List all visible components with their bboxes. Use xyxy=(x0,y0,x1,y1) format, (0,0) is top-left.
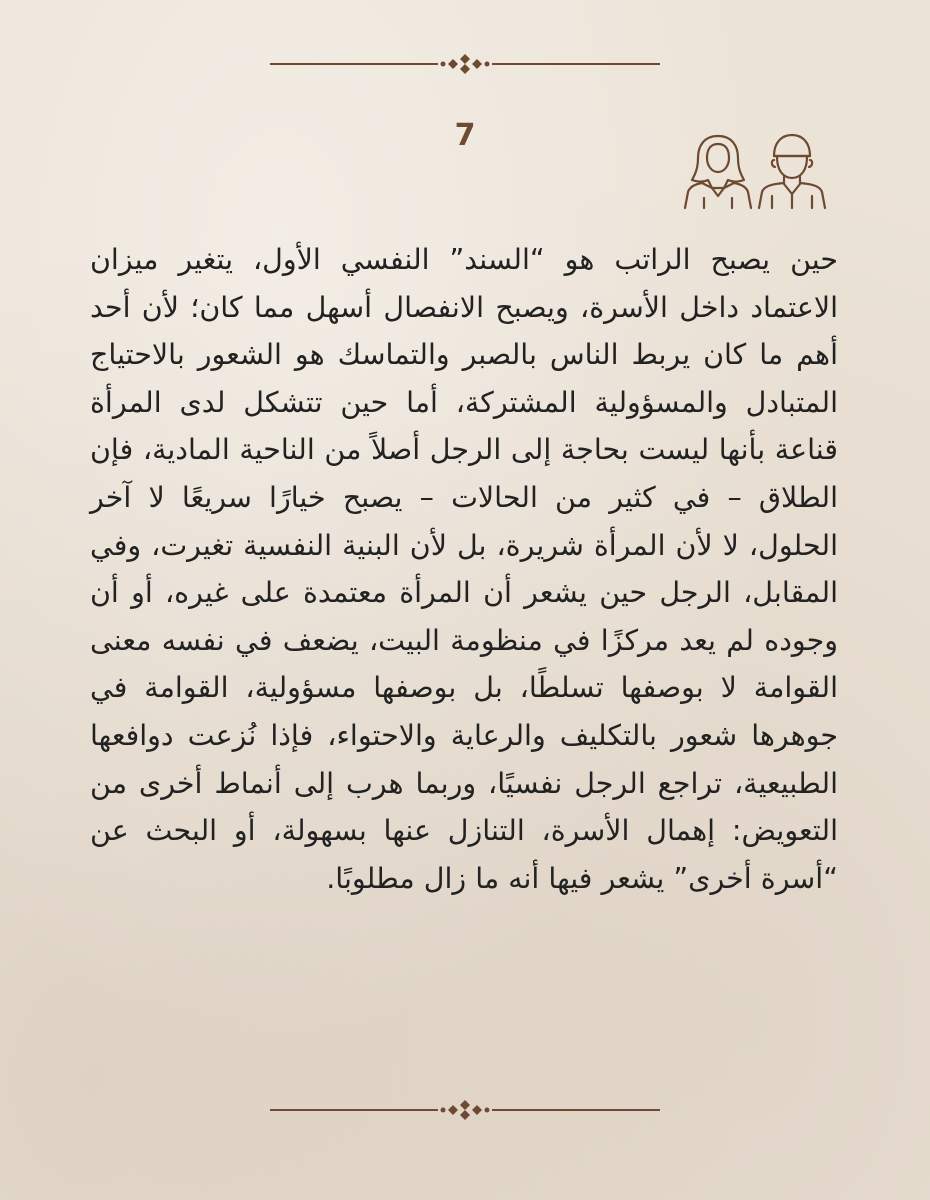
couple-figures xyxy=(682,130,827,210)
bottom-ornament-divider xyxy=(270,1098,660,1122)
body-paragraph: حين يصبح الراتب هو “السند” النفسي الأول، يتغير ميزان الاعتماد داخل الأسرة، ويصبح الانفصال أسهل مما كان؛ لأن أحد أهم ما كان يربط الناس بالصبر والتماسك هو الشعور بالاحتياج المتبادل والمسؤولية المشتركة، أما حين تتشكل لدى المرأة قناعة بأنها ليست بحاجة إلى الرجل أصلاً من الناحية المادية، فإن الطلاق – في كثير من الحالات – يصبح خيارًا سريعًا لا آخر الحلول، لا لأن المرأة شريرة، بل لأن البنية النفسية تغيرت، وفي المقابل، الرجل حين يشعر أن المرأة معتمدة على غيره، أو أن وجوده لم يعد مركزًا في منظومة البيت، يضعف في نفسه معنى القوامة لا بوصفها تسلطًا، بل بوصفها مسؤولية، القوامة في جوهرها شعور بالتكليف والرعاية والاحتواء، فإذا نُزعت دوافعها الطبيعية، تراجع الرجل نفسيًا، وربما هرب إلى أنماط أخرى من التعويض: إهمال الأسرة، التنازل عنها بسهولة، أو البحث عن “أسرة أخرى” يشعر فيها أنه ما زال مطلوبًا. xyxy=(90,243,838,895)
page-number: 7 xyxy=(454,118,476,153)
man-figure-icon xyxy=(759,135,825,208)
top-ornament-divider xyxy=(270,52,660,76)
woman-hijab-figure-icon xyxy=(685,136,751,208)
